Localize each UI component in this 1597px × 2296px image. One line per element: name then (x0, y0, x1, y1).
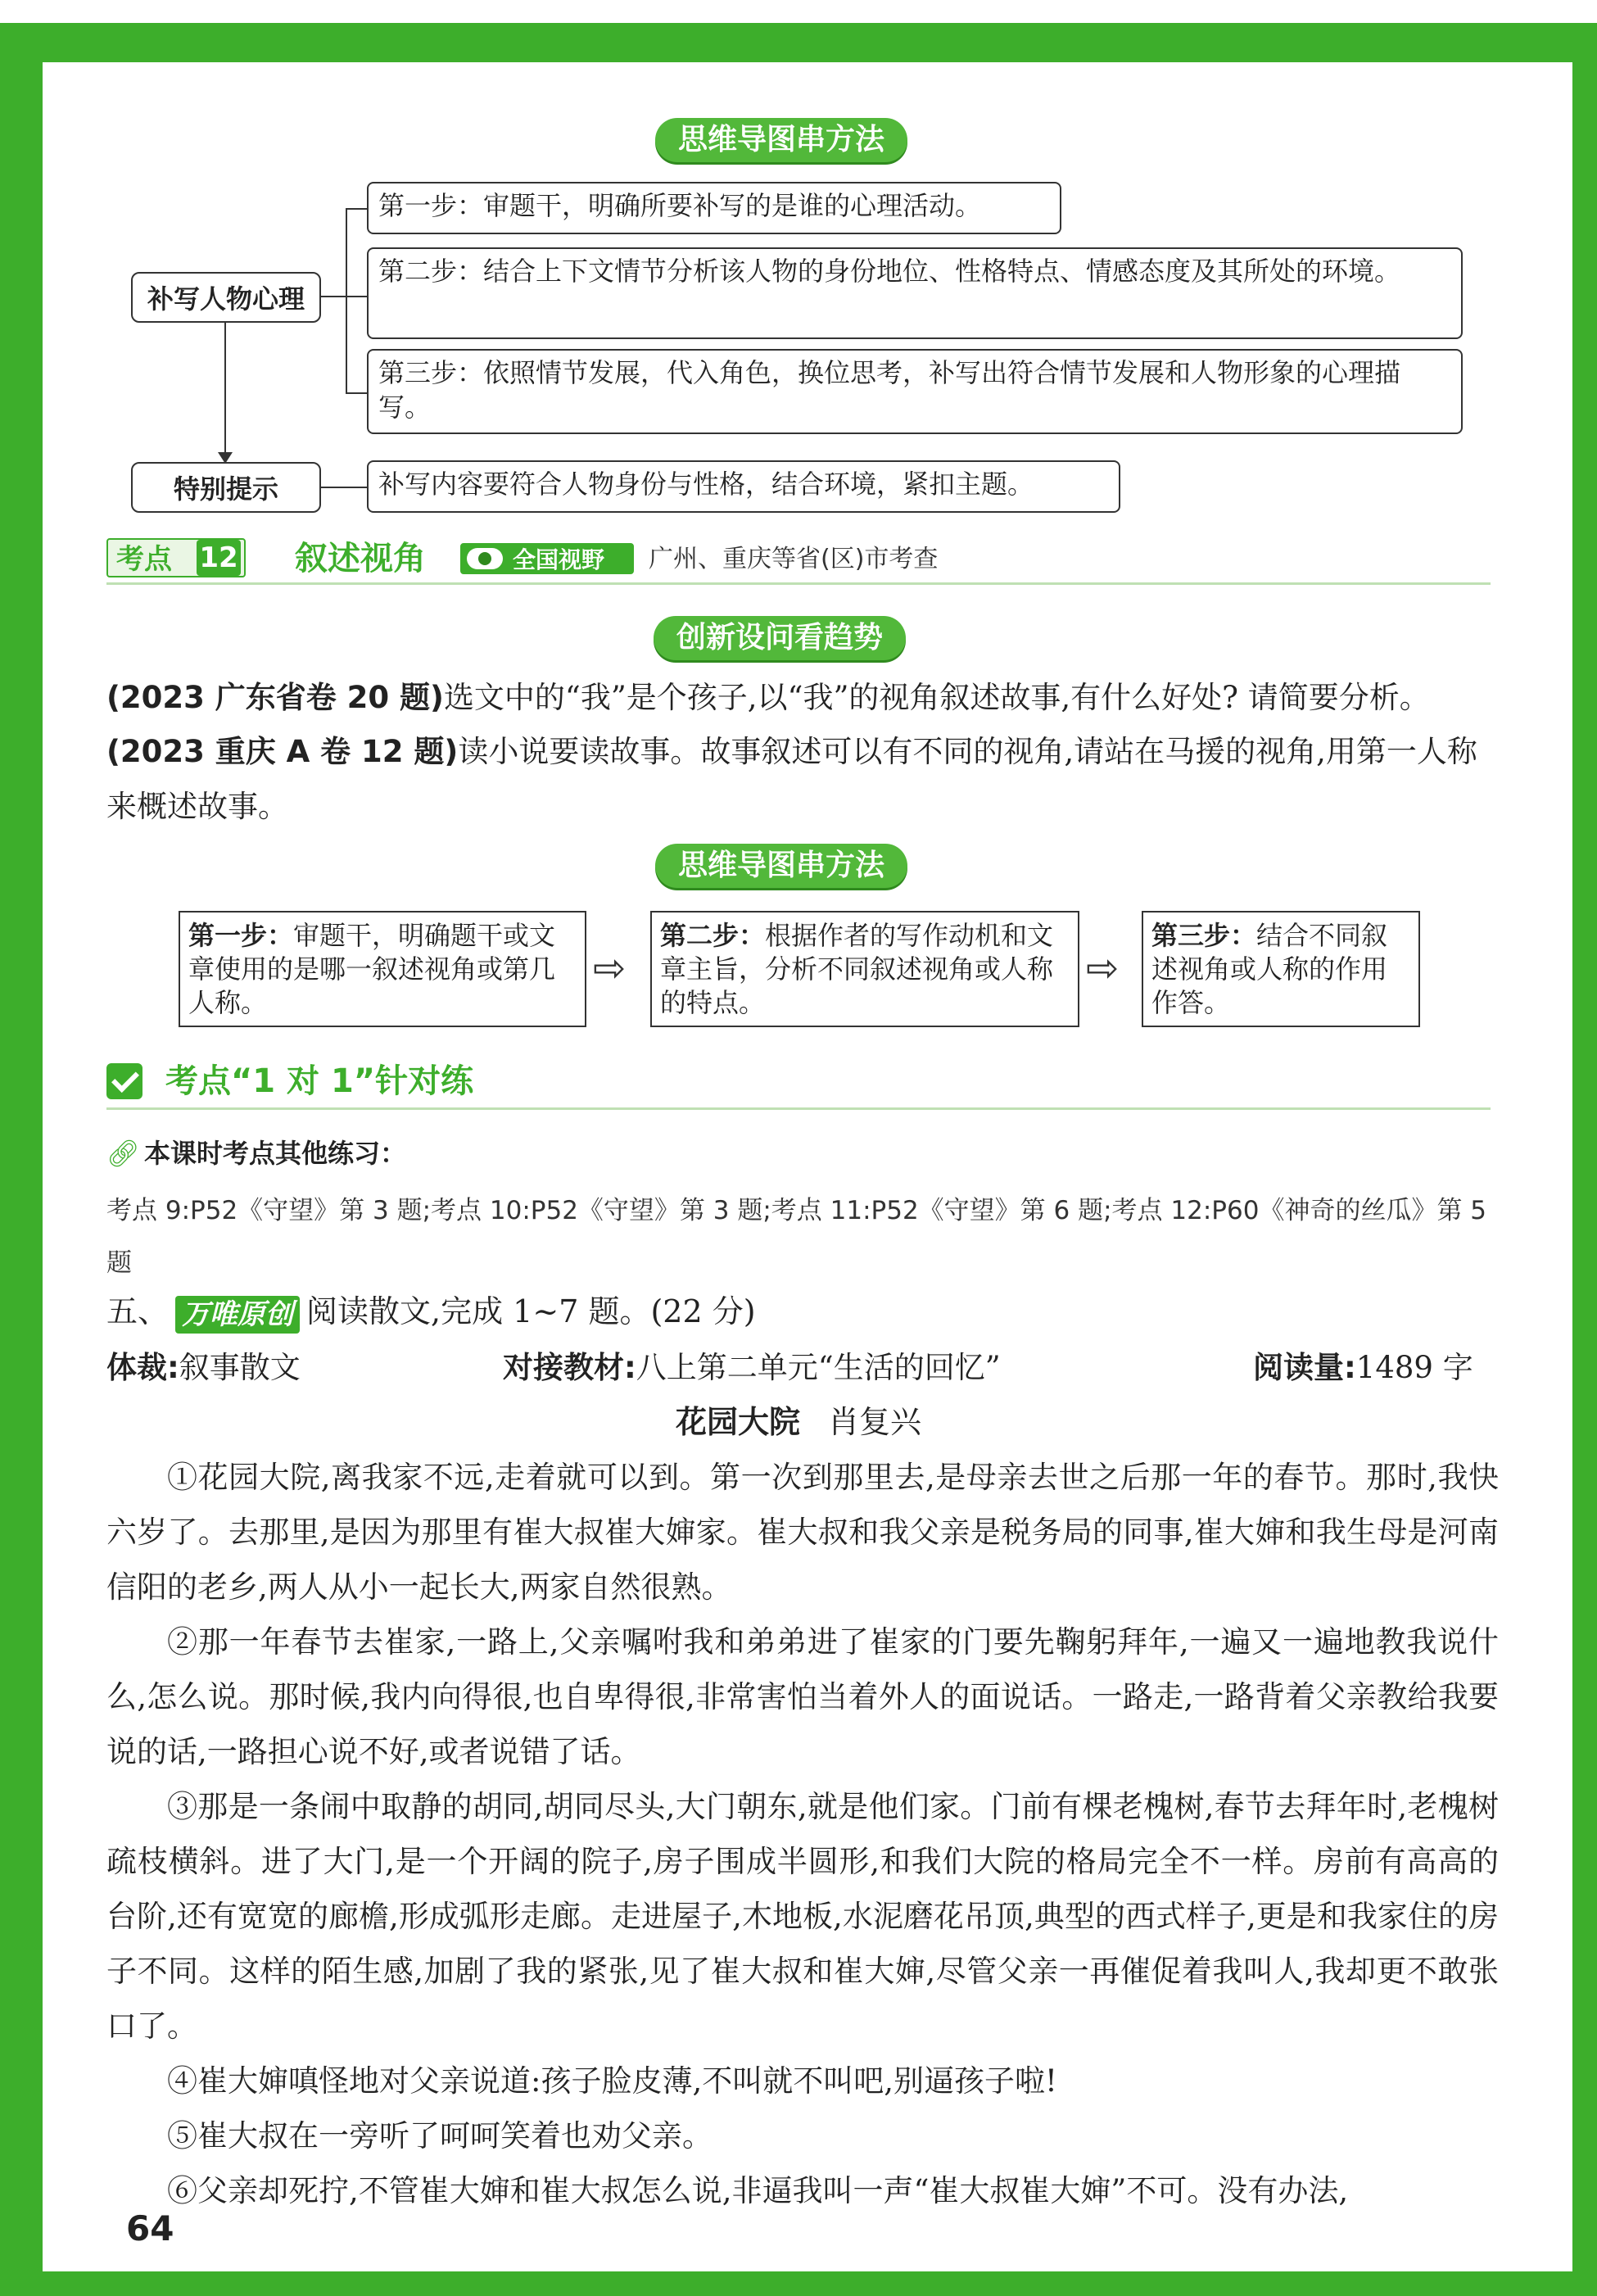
page-frame-bottom (0, 2271, 1597, 2296)
article-paragraph: ③那是一条闹中取静的胡同,胡同尽头,大门朝东,就是他们家。门前有棵老槐树,春节去拜年时,老槐树疏枝横斜。进了大门,是一个开阔的院子,房子围成半圆形,和我们大院的格局完全不一样。房前有高高的台阶,还有宽宽的廊檐,形成弧形走廊。走进屋子,木地板,水泥磨花吊顶,典型的西式样子,更是和我家住的房子不同。这样的陌生感,加剧了我的紧张,见了崔大叔和崔大婶,尽管父亲一再催促着我叫人,我却更不敢张口了。 (106, 1789, 1499, 2044)
tip-text: 补写内容要符合人物身份与性格，结合环境，紧扣主题。 (367, 460, 1120, 513)
question-header (106, 1283, 756, 1340)
mindmap-title-2: 思维导图串方法 (655, 844, 907, 888)
checkmark-icon (106, 1063, 143, 1099)
trend-question-1 (106, 670, 1499, 725)
article-author: 肖复兴 (828, 1404, 922, 1440)
connector (321, 296, 346, 297)
textbook-label: 对接教材: (503, 1350, 636, 1385)
link-icon: 🔗︎ (106, 1138, 140, 1169)
flow-step-text: 根据作者的写作动机和文章主旨，分析不同叙述视角或人称的特点。 (660, 920, 1054, 1018)
mindmap-center-node: 补写人物心理 (131, 272, 321, 323)
question-source: (2023 广东省卷 20 题) (106, 680, 444, 715)
textbook-value: 八上第二单元“生活的回忆” (636, 1350, 1001, 1385)
word-count-label: 阅读量: (1253, 1350, 1356, 1385)
article-paragraph: ①花园大院,离我家不远,走着就可以到。第一次到那里去,是母亲去世之后那一年的春节。那时,我快六岁了。去那里,是因为那里有崔大叔崔大婶家。崔大叔和我父亲是税务局的同事,崔大婶和我生母是河南信阳的老乡,两人从小一起长大,两家自然很熟。 (106, 1460, 1499, 1605)
tip-label: 特别提示 (131, 462, 321, 513)
page-frame-right (1572, 23, 1597, 2296)
textbook-meta (503, 1343, 1001, 1393)
kaodian-scope: 广州、重庆等省(区)市考查 (649, 545, 939, 573)
eye-icon (467, 548, 503, 569)
flow-step-text: 结合不同叙述视角或人称的作用作答。 (1151, 920, 1388, 1018)
arrow-right-icon: ⇨ (593, 945, 627, 991)
question-text: 读小说要读故事。故事叙述可以有不同的视角,请站在马援的视角,用第一人称来概述故事。 (106, 734, 1477, 824)
genre-value: 叙事散文 (179, 1350, 301, 1385)
flow-step-label: 第三步： (1151, 920, 1257, 951)
national-view-badge (460, 543, 634, 574)
national-view-label: 全国视野 (513, 546, 605, 573)
page-frame-left (0, 23, 43, 2296)
kaodian-title: 叙述视角 (295, 540, 426, 577)
connector (346, 208, 347, 393)
mindmap-step-1: 第一步：审题干，明确所要补写的是谁的心理活动。 (367, 182, 1061, 234)
genre-label: 体裁: (106, 1350, 179, 1385)
kaodian-header (106, 537, 1491, 585)
connector (346, 392, 369, 394)
article-paragraph: ④崔大婶嗔怪地对父亲说道:孩子脸皮薄,不叫就不叫吧,别逼孩子啦! (167, 2063, 1057, 2099)
other-practice-text: 考点 9:P52《守望》第 3 题;考点 10:P52《守望》第 3 题;考点 11:P52《守望》第 6 题;考点 12:P60《神奇的丝瓜》第 5 题 (106, 1196, 1487, 1278)
article-paragraph: ⑥父亲却死拧,不管崔大婶和崔大叔怎么说,非逼我叫一声“崔大叔崔大婶”不可。没有办法, (167, 2173, 1349, 2208)
kaodian-number: 12 (197, 540, 241, 576)
flow-step-1 (179, 911, 586, 1027)
article-title: 花园大院 (675, 1404, 800, 1440)
arrow-right-icon: ⇨ (1086, 945, 1120, 991)
connector (346, 296, 369, 297)
flow-step-label: 第二步： (660, 920, 766, 951)
word-count-value: 1489 字 (1355, 1350, 1473, 1385)
flow-step-label: 第一步： (188, 920, 294, 951)
mindmap-step-3: 第三步：依照情节发展，代入角色，换位思考，补写出符合情节发展和人物形象的心理描写。 (367, 349, 1463, 434)
question-source: (2023 重庆 A 卷 12 题) (106, 734, 459, 769)
flow-step-2 (650, 911, 1079, 1027)
connector (346, 208, 369, 210)
other-practice-title: 本课时考点其他练习： (144, 1138, 407, 1169)
brand-logo: 万唯原创 (175, 1296, 300, 1334)
mindmap-step-2: 第二步：结合上下文情节分析该人物的身份地位、性格特点、情感态度及其所处的环境。 (367, 247, 1463, 339)
question-instruction: 阅读散文,完成 1~7 题。(22 分) (306, 1293, 756, 1329)
trend-title: 创新设问看趋势 (654, 616, 906, 660)
question-text: 选文中的“我”是个孩子,以“我”的视角叙述故事,有什么好处? 请简要分析。 (443, 680, 1430, 715)
article-paragraph: ②那一年春节去崔家,一路上,父亲嘱咐我和弟弟进了崔家的门要先鞠躬拜年,一遍又一遍地教我说什么,怎么说。那时候,我内向得很,也自卑得很,非常害怕当着外人的面说话。一路走,一路背着父亲教给我要说的话,一路担心说不好,或者说错了话。 (106, 1624, 1499, 1769)
practice-header (106, 1057, 1491, 1110)
flow-step-text: 审题干，明确题干或文章使用的是哪一叙述视角或第几人称。 (188, 920, 556, 1018)
article-title-row (0, 1397, 1597, 1447)
genre-meta (106, 1343, 301, 1393)
practice-title: 考点“1 对 1”针对练 (165, 1062, 474, 1100)
page-number: 64 (126, 2208, 174, 2248)
word-count-meta (1253, 1343, 1473, 1393)
connector-down (224, 323, 226, 457)
question-number: 五、 (106, 1293, 170, 1329)
article-paragraph: ⑤崔大叔在一旁听了呵呵笑着也劝父亲。 (167, 2118, 713, 2153)
trend-question-2 (106, 724, 1499, 834)
flow-step-3 (1142, 911, 1420, 1027)
article-body (106, 1450, 1499, 2218)
mindmap-title-1: 思维导图串方法 (655, 118, 907, 162)
connector (321, 487, 367, 488)
kaodian-tag: 考点 (106, 538, 246, 577)
page-frame-top (0, 23, 1597, 62)
